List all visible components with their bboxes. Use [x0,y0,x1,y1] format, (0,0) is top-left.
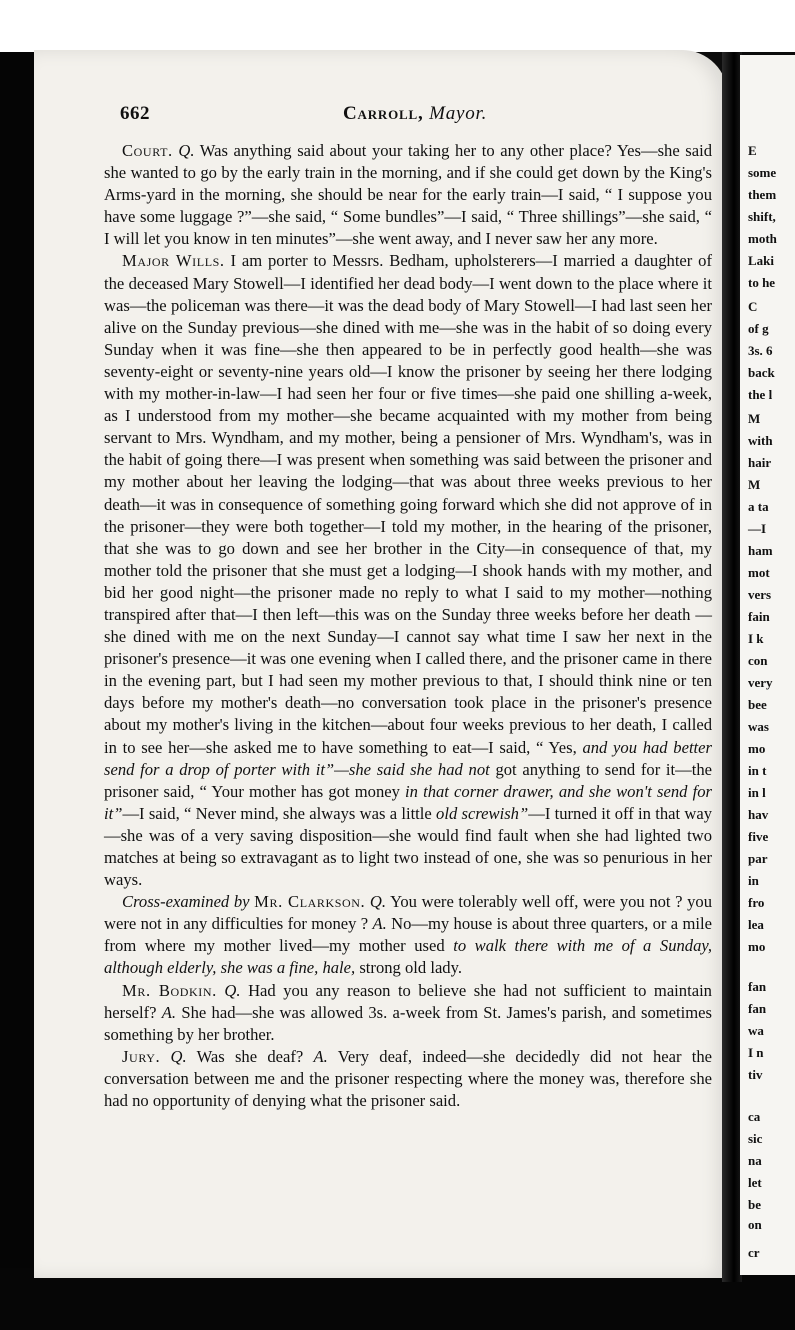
page-number: 662 [120,103,150,124]
paragraph-text: —I said, “ Never mind, she always was a little [122,803,432,823]
adjacent-page-line: lea [748,917,764,932]
adjacent-page-line: cr [748,1245,760,1260]
adjacent-page-line: vers [748,587,772,602]
adjacent-page-line: very [748,675,773,690]
paragraph-text: strong old lady. [359,958,462,978]
adjacent-page-line: E [748,143,757,158]
question-marker: Q. [369,892,387,912]
adjacent-page-line: hair [748,455,772,470]
paragraph-text: No—my house is about three quarters, or a mile from where my mother lived—my mother used [104,914,712,956]
adjacent-page-line: I k [748,631,764,646]
adjacent-page-line: I n [748,1045,764,1060]
paragraph-text: Was anything said about your taking her to any other place? Yes—she said she wanted to go by the early train in the morning, and if she could get down by the King's Arms-yard in the morning, she should be near for the early train—I said, “ I suppose you have some luggage ?”—she said, “ Some bundles”—I said, “ Three shillings”—she said, “ I will let you know in ten minutes”—she went away, and I never saw her any more. [104,141,713,249]
paragraph-text: She had—she was allowed 3s. a-week from St. James's parish, and sometimes something by her brother. [104,1002,712,1044]
paragraph-text: You were tolerably well off, were you not ? you were not in any difficulties for money ? [104,892,712,934]
adjacent-page-line: with [748,433,773,448]
adjacent-page-line: be [748,1197,761,1212]
body-text [104,140,712,1112]
italic-text: in that corner drawer, and she won't send for it” [104,781,712,823]
adjacent-page-line: them [748,187,777,202]
paragraph-major-wills [104,250,712,891]
adjacent-page-line: —I [748,521,767,536]
paragraph-jury [104,1046,712,1112]
question-marker: Q. [170,1046,187,1066]
adjacent-page-line: wa [748,1023,764,1038]
speaker-label: Major Wills. [122,251,225,271]
adjacent-page-line: tiv [748,1067,763,1082]
adjacent-page-line: the l [748,387,773,402]
adjacent-page-line: ham [748,543,773,558]
adjacent-page-line: 3s. 6 [748,343,773,358]
answer-marker: A. [372,914,387,934]
adjacent-page-line: of g [748,321,769,336]
running-title-office: Mayor. [429,103,488,124]
speaker-label: Court. [122,141,173,160]
speaker-label: Jury. [122,1046,161,1066]
adjacent-page-line: in t [748,763,767,778]
italic-text: to walk there with me of a Sunday, although elderly, she was a fine, hale, [104,936,712,978]
paragraph-text: I am porter to Messrs. Bedham, upholsterers—I married a daughter of the deceased Mary Stowell—I identified her dead body—I went down to the place where it was—the policeman was there—it was the dead body of Mary Stowell—I had last seen her alive on the Sunday previous—she dined with me—she was in the habit of so doing every Sunday when it was fine—she then appeared to be in perfectly good health—she was seventy-eight or seventy-nine years old—I know the prisoner by seeing her there lodging with my mother-in-law—I had seen her four or five times—she paid one shilling a-week, as I understood from my mother—she became acquainted with my mother from being servant to Mrs. Wyndham, and my mother, being a pensioner of Mrs. Wyndham's, was in the habit of going there—I was present when something was said between the prisoner and my mother about her leaving the lodging—that was about three weeks previous to her death—it was in consequence of something going forward which she did not approve of in the prisoner—they were both together—I told my mother, in the hearing of the prisoner, that she was to go down and see her brother in the City—in consequence of that, my mother told the prisoner that she must get a lodging—I shook hands with my mother, and bid her good night—the prisoner made no reply to what I said to my mother—nothing transpired after that—I then left—this was on the Sunday three weeks before her death —she dined with me on the next Sunday—I cannot say what time I saw her next in the prisoner's presence—it was one evening when I called there, and the prisoner came in there in the evening part, but I had seen my mother previous to that, I should think nine or ten days before my mother's death—no conversation took place in the prisoner's presence about my mother's living in the kitchen—about four weeks previous to her death, I called in to see her—she asked me to have something to eat—I said, “ Yes, [104,251,712,757]
paragraph-court [104,140,712,250]
adjacent-page-line: was [748,719,769,734]
scan-left-edge [0,52,36,1330]
answer-marker: A. [313,1046,328,1066]
adjacent-page-line: mo [748,741,766,756]
adjacent-page-fragment [740,55,795,1275]
paragraph-text: Was she deaf? [196,1046,304,1066]
adjacent-page-line: to he [748,275,776,290]
adjacent-page-line: C [748,299,758,314]
running-title-name: Carroll, [343,103,424,124]
paragraph-text: —I turned it off in that way—she was of a very saving disposition—she would find fault when she had lighted two matches at being so extravagant as to light two instead of one, she was so penurious in her ways. [104,803,713,890]
running-head [120,103,710,129]
adjacent-page-line: fro [748,895,765,910]
question-marker: Q. [224,980,241,1000]
adjacent-page-line: fan [748,1001,767,1016]
adjacent-page-line: mo [748,939,766,954]
adjacent-page-line: na [748,1153,762,1168]
adjacent-page-line: moth [748,231,777,246]
paragraph-cross-examination [104,891,712,979]
speaker-label: Mr. Bodkin. [122,980,217,1000]
adjacent-page-line: let [748,1175,762,1190]
adjacent-page-line: in l [748,785,766,800]
book-gutter [722,52,742,1282]
adjacent-page-line: ca [748,1109,761,1124]
paragraph-text: Had you any reason to believe she had not sufficient to maintain herself? [104,980,712,1022]
question-marker: Q. [178,141,195,160]
cross-examined-label: Cross-examined by [122,892,250,912]
adjacent-page-line: mot [748,565,770,580]
paragraph-bodkin [104,980,712,1046]
adjacent-page-line: some [748,165,777,180]
adjacent-page-line: Laki [748,253,775,268]
paragraph-text: got anything to send for it—the prisoner said, “ Your mother has got money [104,759,713,801]
italic-text: and you had better send for a drop of porter with it”—she said she had not [104,737,712,779]
paragraph-text: Very deaf, indeed—she decidedly did not hear the conversation between me and the prisoner respecting where the money was, therefore she had no opportunity of denying what the prisoner said. [104,1046,713,1111]
adjacent-page-line: a ta [748,499,769,514]
running-title [343,103,487,125]
adjacent-page-line: fan [748,979,767,994]
adjacent-page-line: M [748,477,761,492]
adjacent-page-line: fain [748,609,770,624]
adjacent-page-line: in [748,873,759,888]
adjacent-page-line: hav [748,807,769,822]
adjacent-page-line: par [748,851,768,866]
adjacent-page-line: back [748,365,775,380]
adjacent-page-line: M [748,411,761,426]
adjacent-page-line: sic [748,1131,763,1146]
adjacent-page-line: bee [748,697,767,712]
italic-text: old screwish” [436,803,529,823]
adjacent-page-line: on [748,1217,762,1232]
speaker-label: Mr. Clarkson. [254,892,366,912]
scan-top-margin [0,0,795,52]
adjacent-page-line: shift, [748,209,776,224]
answer-marker: A. [161,1002,177,1022]
adjacent-page-line: five [748,829,769,844]
adjacent-page-line: con [748,653,768,668]
